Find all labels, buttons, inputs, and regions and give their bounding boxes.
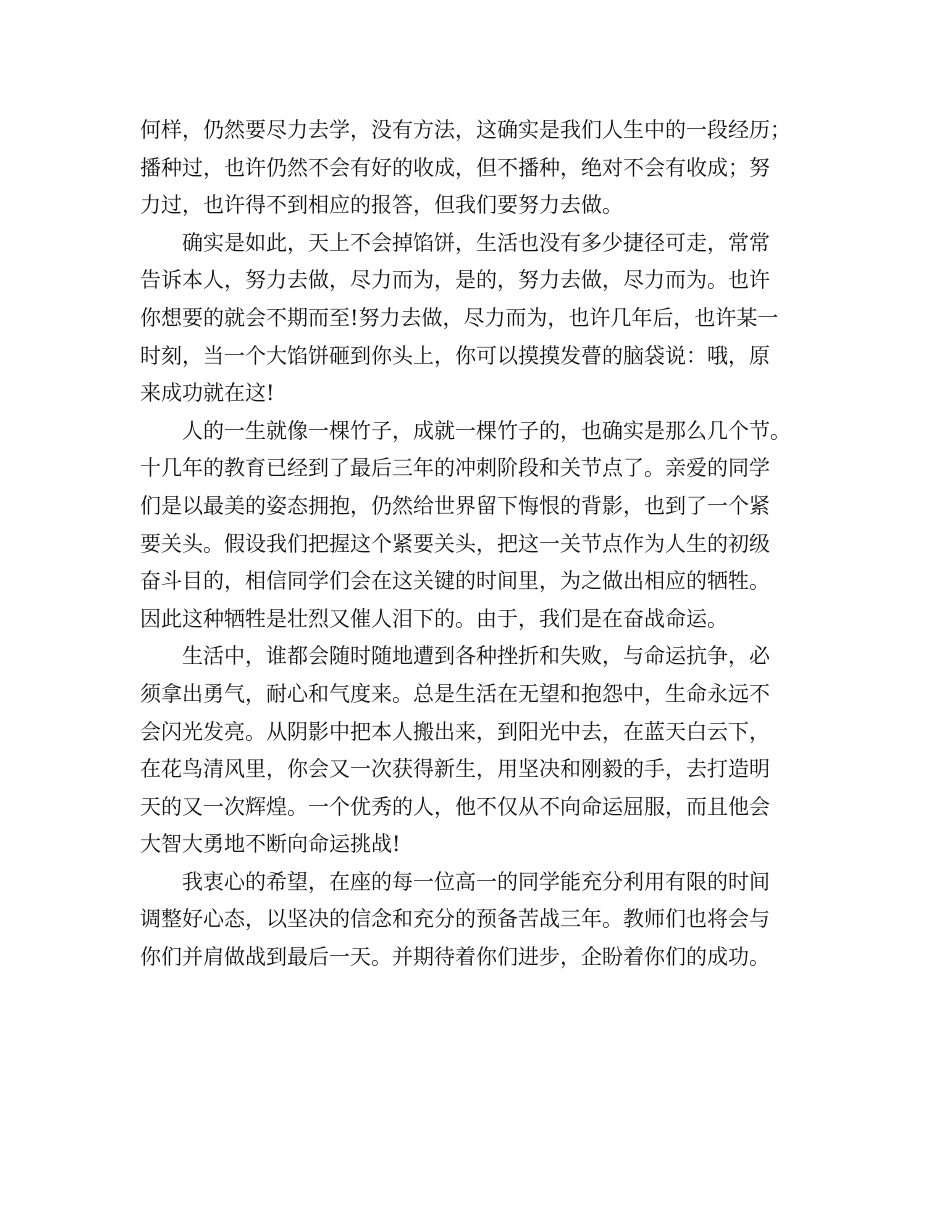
paragraph-line: 你们并肩做战到最后一天。并期待着你们进步，企盼着你们的成功。 xyxy=(140,945,770,970)
paragraph-line: 我衷心的希望，在座的每一位高一的同学能充分利用有限的时间 xyxy=(182,869,770,894)
document-body xyxy=(140,112,820,977)
paragraph-line: 会闪光发亮。从阴影中把本人搬出来，到阳光中去，在蓝天白云下， xyxy=(140,719,770,744)
paragraph-1 xyxy=(140,112,820,225)
paragraph-line: 生活中，谁都会随时随地遭到各种挫折和失败，与命运抗争，必 xyxy=(182,644,770,669)
paragraph-line: 要关头。假设我们把握这个紧要关头，把这一关节点作为人生的初级 xyxy=(140,531,770,556)
paragraph-line: 何样，仍然要尽力去学，没有方法，这确实是我们人生中的一段经历； xyxy=(140,118,791,142)
paragraph-2 xyxy=(140,225,820,413)
paragraph-line: 在花鸟清风里，你会又一次获得新生，用坚决和刚毅的手，去打造明 xyxy=(140,757,770,782)
paragraph-line: 播种过，也许仍然不会有好的收成，但不播种，绝对不会有收成；努 xyxy=(140,155,770,180)
paragraph-line: 因此这种牺牲是壮烈又催人泪下的。由于，我们是在奋战命运。 xyxy=(140,606,728,631)
paragraph-line: 你想要的就会不期而至!努力去做，尽力而为，也许几年后，也许某一 xyxy=(140,305,779,330)
paragraph-line: 人的一生就像一棵竹子，成就一棵竹子的，也确实是那么几个节。 xyxy=(182,418,791,443)
paragraph-line: 们是以最美的姿态拥抱，仍然给世界留下悔恨的背影，也到了一个紧 xyxy=(140,493,770,518)
paragraph-line: 天的又一次辉煌。一个优秀的人，他不仅从不向命运屈服，而且他会 xyxy=(140,794,770,819)
paragraph-line: 时刻，当一个大馅饼砸到你头上，你可以摸摸发瞢的脑袋说：哦，原 xyxy=(140,343,770,368)
paragraph-line: 确实是如此，天上不会掉馅饼，生活也没有多少捷径可走，常常 xyxy=(182,230,770,255)
paragraph-3 xyxy=(140,413,820,639)
paragraph-4 xyxy=(140,638,820,864)
paragraph-5 xyxy=(140,864,820,977)
paragraph-line: 力过，也许得不到相应的报答，但我们要努力去做。 xyxy=(140,193,623,218)
paragraph-line: 来成功就在这! xyxy=(140,381,275,406)
paragraph-line: 调整好心态，以坚决的信念和充分的预备苦战三年。教师们也将会与 xyxy=(140,907,770,932)
paragraph-line: 十几年的教育已经到了最后三年的冲刺阶段和关节点了。亲爱的同学 xyxy=(140,456,770,481)
paragraph-line: 告诉本人，努力去做，尽力而为，是的，努力去做，尽力而为。也许 xyxy=(140,268,770,293)
paragraph-line: 大智大勇地不断向命运挑战! xyxy=(140,832,401,857)
paragraph-line: 奋斗目的，相信同学们会在这关键的时间里，为之做出相应的牺牲。 xyxy=(140,569,770,594)
paragraph-line: 须拿出勇气，耐心和气度来。总是生活在无望和抱怨中，生命永远不 xyxy=(140,681,770,706)
